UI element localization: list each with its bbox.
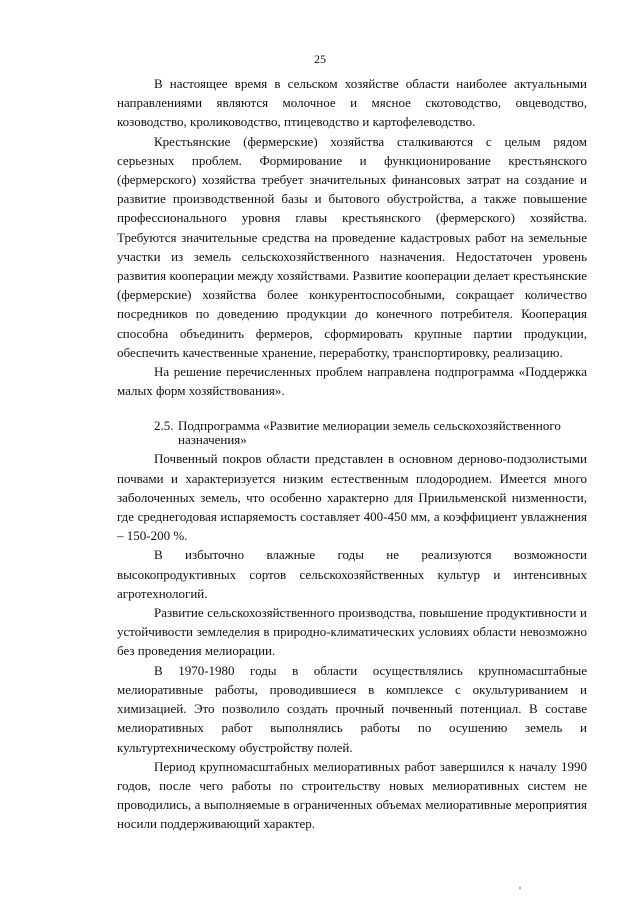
- paragraph: На решение перечисленных проблем направлена подпрограмма «Поддержка малых форм хозяйствования».: [117, 364, 587, 399]
- paragraph: Почвенный покров области представлен в основном дерново-подзолистыми почвами и характеризуется низким естественным плодородием. Имеется много заболоченных земель, что особенно характерно для Приильменской низменности, где среднегодовая испаряемость составляет 400-450 мм, а коэффициент увлажнения – 150-200 %.: [117, 451, 587, 544]
- paragraph: В избыточно влажные годы не реализуются возможности высокопродуктивных сортов сельскохозяйственных культур и интенсивных агротехнологий.: [117, 547, 587, 601]
- scan-artifact: [519, 887, 521, 889]
- paragraph: Крестьянские (фермерские) хозяйства сталкиваются с целым рядом серьезных проблем. Формирование и функционирование крестьянского (фермерского) хозяйства требует значительных финансовых затрат на создание и развитие производственной базы и бытового обустройства, а также повышение профессионального уровня главы крестьянского (фермерского) хозяйства. Требуются значительные средства на проведение кадастровых работ на земельные участки из земель сельскохозяйственного назначения. Недостаточен уровень развития кооперации между хозяйствами. Развитие кооперации делает крестьянские (фермерские) хозяйства более конкурентоспособными, сокращает количество посредников по доведению продукции до конечного потребителя. Кооперация способна объединить фермеров, сформировать крупные партии продукции, обеспечить качественные хранение, переработку, транспортировку, реализацию.: [117, 133, 587, 360]
- page-number: 25: [314, 52, 326, 66]
- section-title: Подпрограмма «Развитие мелиорации земель сельскохозяйственного: [178, 418, 561, 434]
- paragraph: Период крупномасштабных мелиоративных работ завершился к началу 1990 годов, после чего работы по строительству новых мелиоративных систем не проводились, а выполняемые в ограниченных объемах мелиоративные мероприятия носили поддерживающий характер.: [117, 758, 587, 832]
- section-title-continuation: назначения»: [178, 432, 247, 448]
- paragraph: В настоящее время в сельском хозяйстве области наиболее актуальными направлениями являются молочное и мясное скотоводство, овцеводство, козоводство, кролиководство, птицеводство и картофелеводство.: [117, 76, 587, 130]
- section-heading: [117, 419, 587, 447]
- paragraph: В 1970-1980 годы в области осуществлялись крупномасштабные мелиоративные работы, проводившиеся в комплексе с окультуриванием и химизацией. Это позволило создать прочный почвенный потенциал. В составе мелиоративных работ выполнялись работы по осушению земель и культуртехническому обустройству полей.: [117, 662, 587, 755]
- document-body: [117, 74, 587, 834]
- section-number: 2.5.: [154, 418, 174, 434]
- paragraph: Развитие сельскохозяйственного производства, повышение продуктивности и устойчивости земледелия в природно-климатических условиях области невозможно без проведения мелиорации.: [117, 605, 587, 659]
